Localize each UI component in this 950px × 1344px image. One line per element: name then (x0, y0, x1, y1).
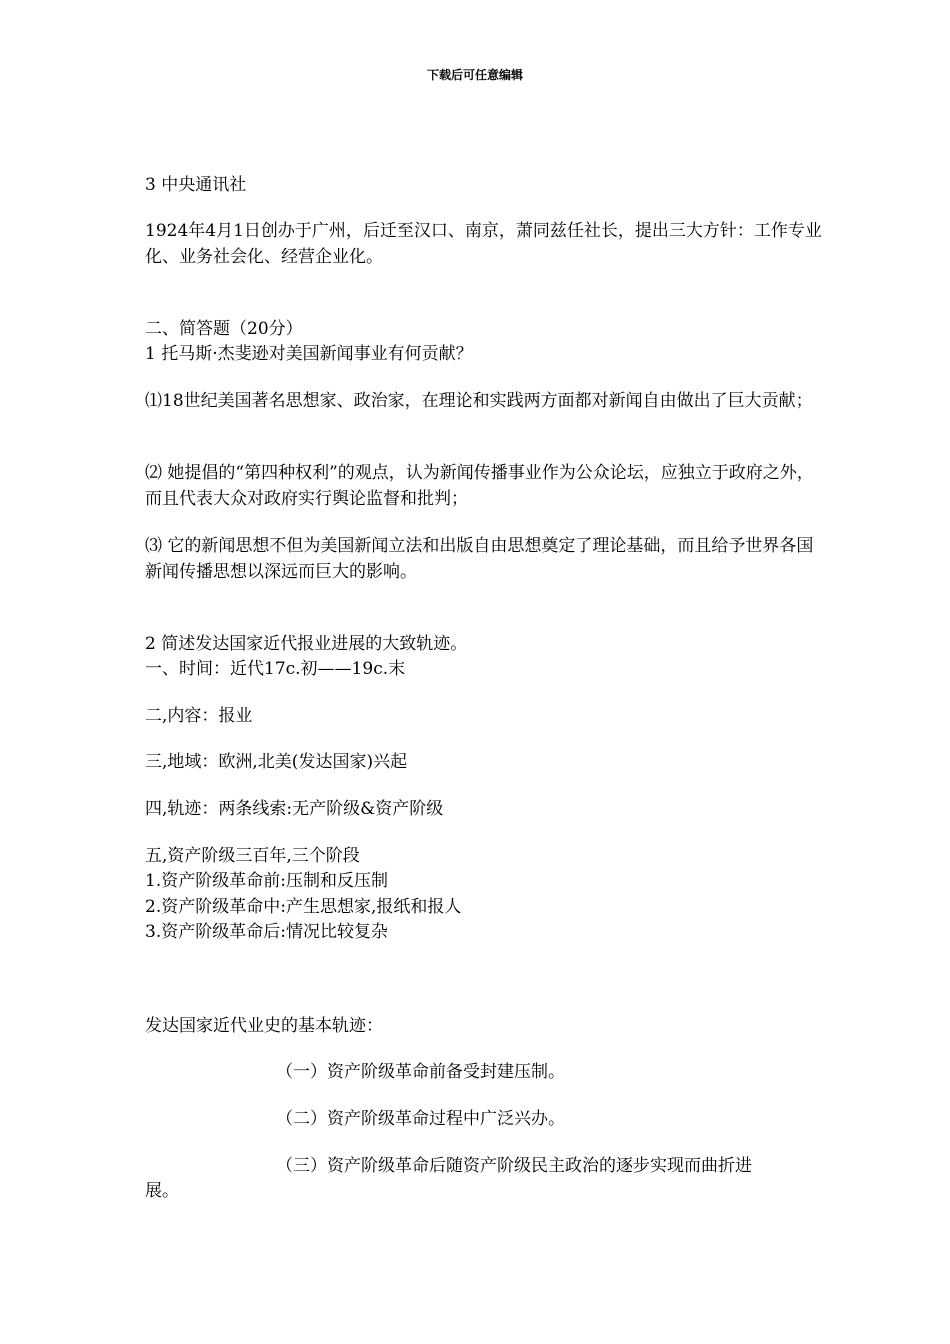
answer-point-2: ⑵ 她提倡的“第四种权利”的观点，认为新闻传播事业作为公众论坛，应独立于政府之外，而且代表大众对政府实行舆论监督和批判； (145, 463, 814, 509)
summary-stage-2: （二）资产阶级革命过程中广泛兴办。 (276, 1109, 565, 1129)
summary-stage-3: （三）资产阶级革命后随资产阶级民主政治的逐步实现而曲折进 (276, 1156, 752, 1176)
list-item-stage-2: 2.资产阶级革命中:产生思想家,报纸和报人 (145, 897, 462, 917)
list-item-region: 三,地域：欧洲,北美(发达国家)兴起 (145, 752, 408, 772)
header-note: 下载后可任意编辑 (426, 68, 523, 82)
section-title: 3 中央通讯社 (145, 175, 247, 195)
section-body: 1924年4月1日创办于广州，后迁至汉口、南京，萧同兹任社长，提出三大方针：工作专业化、业务社会化、经营企业化。 (145, 221, 822, 267)
summary-title: 发达国家近代业史的基本轨迹： (145, 1016, 383, 1036)
short-answer-heading: 二、简答题（20分） (145, 319, 303, 339)
list-item-stage-1: 1.资产阶级革命前:压制和反压制 (145, 871, 388, 891)
list-item-stages: 五,资产阶级三百年,三个阶段 (145, 846, 360, 866)
list-item-content: 二,内容：报业 (145, 706, 253, 726)
answer-point-1: ⑴18世纪美国著名思想家、政治家，在理论和实践两方面都对新闻自由做出了巨大贡献； (145, 391, 813, 411)
question-2: 2 简述发达国家近代报业进展的大致轨迹。 (145, 634, 468, 654)
summary-stage-1: （一）资产阶级革命前备受封建压制。 (276, 1062, 565, 1082)
answer-point-3: ⑶ 它的新闻思想不但为美国新闻立法和出版自由思想奠定了理论基础，而且给予世界各国新闻传播思想以深远而巨大的影响。 (145, 536, 814, 582)
question-1: 1 托马斯·杰斐逊对美国新闻事业有何贡献？ (145, 344, 473, 364)
list-item-stage-3: 3.资产阶级革命后:情况比较复杂 (145, 922, 388, 942)
summary-stage-3-continued: 展。 (145, 1181, 179, 1201)
list-item-track: 四,轨迹：两条线索:无产阶级&资产阶级 (145, 799, 444, 819)
list-item-time: 一、时间：近代17c.初——19c.末 (145, 659, 406, 679)
